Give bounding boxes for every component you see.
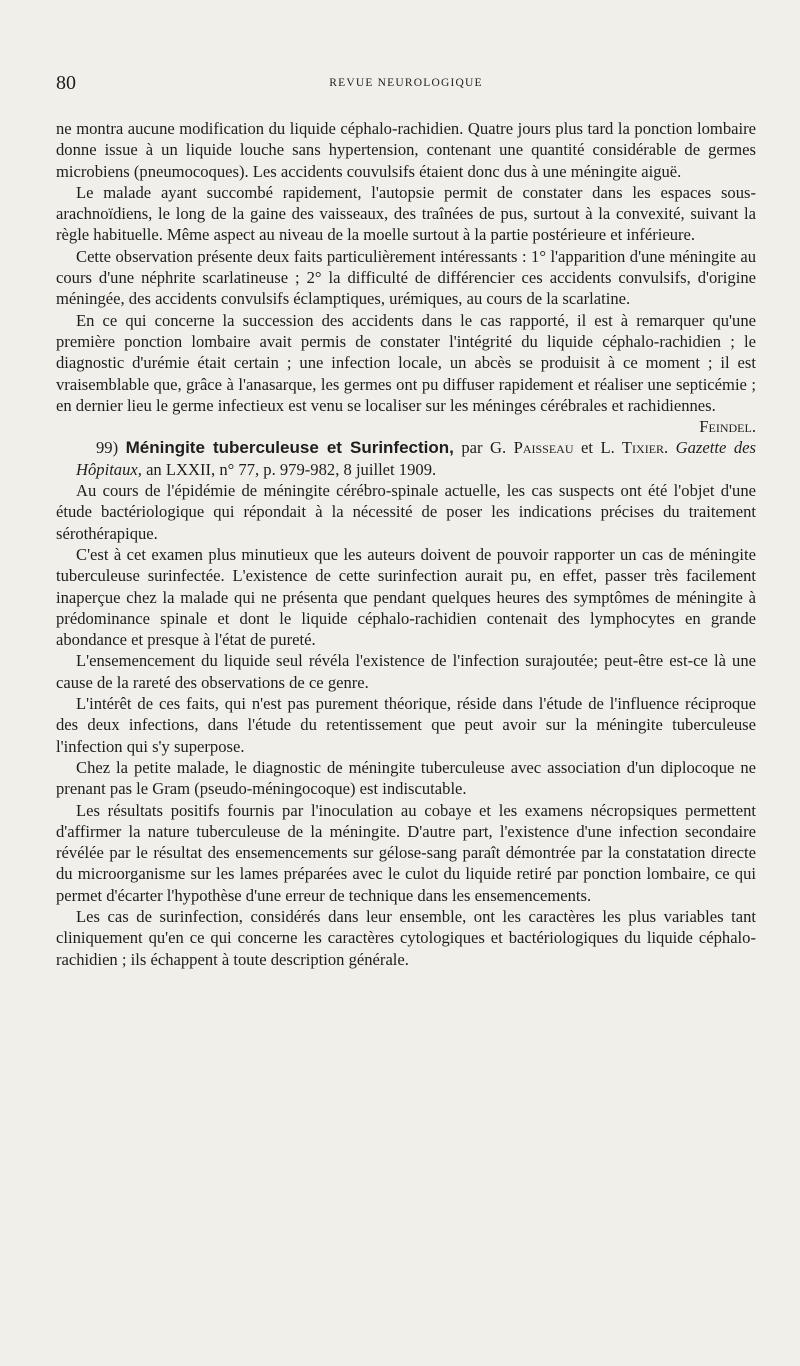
review-number: 99) <box>96 438 119 458</box>
paragraph: Les résultats positifs fournis par l'inoculation au cobaye et les examens nécropsiques permettent d'affirmer la nature tuberculeuse de la méningite. D'autre part, l'existence d'une infection secondaire révélée par le résultat des ensemencements sur gélose-sang paraît démontrée par la constatation directe du microorganisme sur les lames préparées avec le culot du liquide retiré par ponction lombaire, ce qui permet d'écarter l'hypothèse d'une erreur de technique dans les ensemencements. <box>56 800 756 905</box>
paragraph: C'est à cet examen plus minutieux que les auteurs doivent de pouvoir rapporter un cas de méningite tuberculeuse surinfectée. L'existence de cette surinfection aurait pu, en effet, passer très facilement inaperçue chez la malade qui ne présenta que pendant quelques heures des symptômes de méningite à prédominance spinale et dont le liquide céphalo-rachidien contenait des lymphocytes en grande abondance et presque à l'état de pureté. <box>56 544 756 650</box>
review-journal: Gazette des Hôpitaux, <box>76 438 756 479</box>
paragraph: Cette observation présente deux faits particulièrement intéressants : 1° l'apparition d'une méningite au cours d'une néphrite scarlatineuse ; 2° la difficulté de différencier ces accidents convulsifs, d'origine méningée, des accidents convulsifs éclamptiques, urémiques, au cours de la scarlatine. <box>56 246 756 309</box>
review-author: G. Paisseau <box>490 438 574 458</box>
review-heading <box>56 437 756 480</box>
paragraph: Le malade ayant succombé rapidement, l'autopsie permit de constater dans les espaces sous-arachnoïdiens, le long de la gaine des vaisseaux, des traînées de pus, surtout à la convexité, suivant la règle habituelle. Même aspect au niveau de la moelle surtout à la partie postérieure et inférieure. <box>56 182 756 245</box>
page-body <box>56 118 756 970</box>
review-author: L. Tixier. <box>600 438 669 458</box>
paragraph: Chez la petite malade, le diagnostic de méningite tuberculeuse avec association d'un diplocoque ne prenant pas le Gram (pseudo-méningocoque) est indiscutable. <box>56 757 756 799</box>
review-citation: an LXXII, n° 77, p. 979-982, 8 juillet 1909. <box>146 459 437 479</box>
paragraph: Au cours de l'épidémie de méningite cérébro-spinale actuelle, les cas suspects ont été l'objet d'une étude bactériologique qui répondait à la nécessité de poser les indications précises du traitement sérothérapique. <box>56 481 756 543</box>
review-title: Méningite tuberculeuse et Surinfection, <box>125 438 454 458</box>
review-by: par <box>461 438 483 458</box>
paragraph: L'intérêt de ces faits, qui n'est pas purement théorique, réside dans l'étude de l'influence réciproque des deux infections, dans l'étude du retentissement que peut avoir sur la méningite tuberculeuse l'infection qui s'y superpose. <box>56 694 756 756</box>
reviewer-signature: Feindel. <box>699 417 756 437</box>
paragraph: En ce qui concerne la succession des accidents dans le cas rapporté, il est à remarquer qu'une première ponction lombaire avait permis de constater l'intégrité du liquide céphalo-rachidien ; le diagnostic d'urémie était certain ; une infection locale, un abcès se produisit à ce moment ; il est vraisemblable que, grâce à l'anasarque, les germes ont pu diffuser rapidement et réaliser une septicémie ; en dernier lieu le germe infectieux est venu se localiser sur les méninges cérébrales et rachidiennes. <box>56 310 756 415</box>
review-and: et <box>581 438 593 458</box>
page-header <box>56 72 756 98</box>
running-title: REVUE NEUROLOGIQUE <box>329 77 483 89</box>
paragraph: Les cas de surinfection, considérés dans leur ensemble, ont les caractères les plus variables tant cliniquement qu'en ce qui concerne les caractères cytologiques et bactériologiques du liquide céphalo-rachidien ; ils échappent à toute description générale. <box>56 906 756 969</box>
paragraph: L'ensemencement du liquide seul révéla l'existence de l'infection surajoutée; peut-être est-ce là une cause de la rareté des observations de ce genre. <box>56 651 756 692</box>
page-number: 80 <box>56 72 76 94</box>
paragraph: ne montra aucune modification du liquide céphalo-rachidien. Quatre jours plus tard la ponction lombaire donne issue à un liquide louche sans hypertension, contenant une quantité considérable de germes microbiens (pneumocoques). Les accidents couvulsifs étaient donc dus à une méningite aiguë. <box>56 119 756 181</box>
